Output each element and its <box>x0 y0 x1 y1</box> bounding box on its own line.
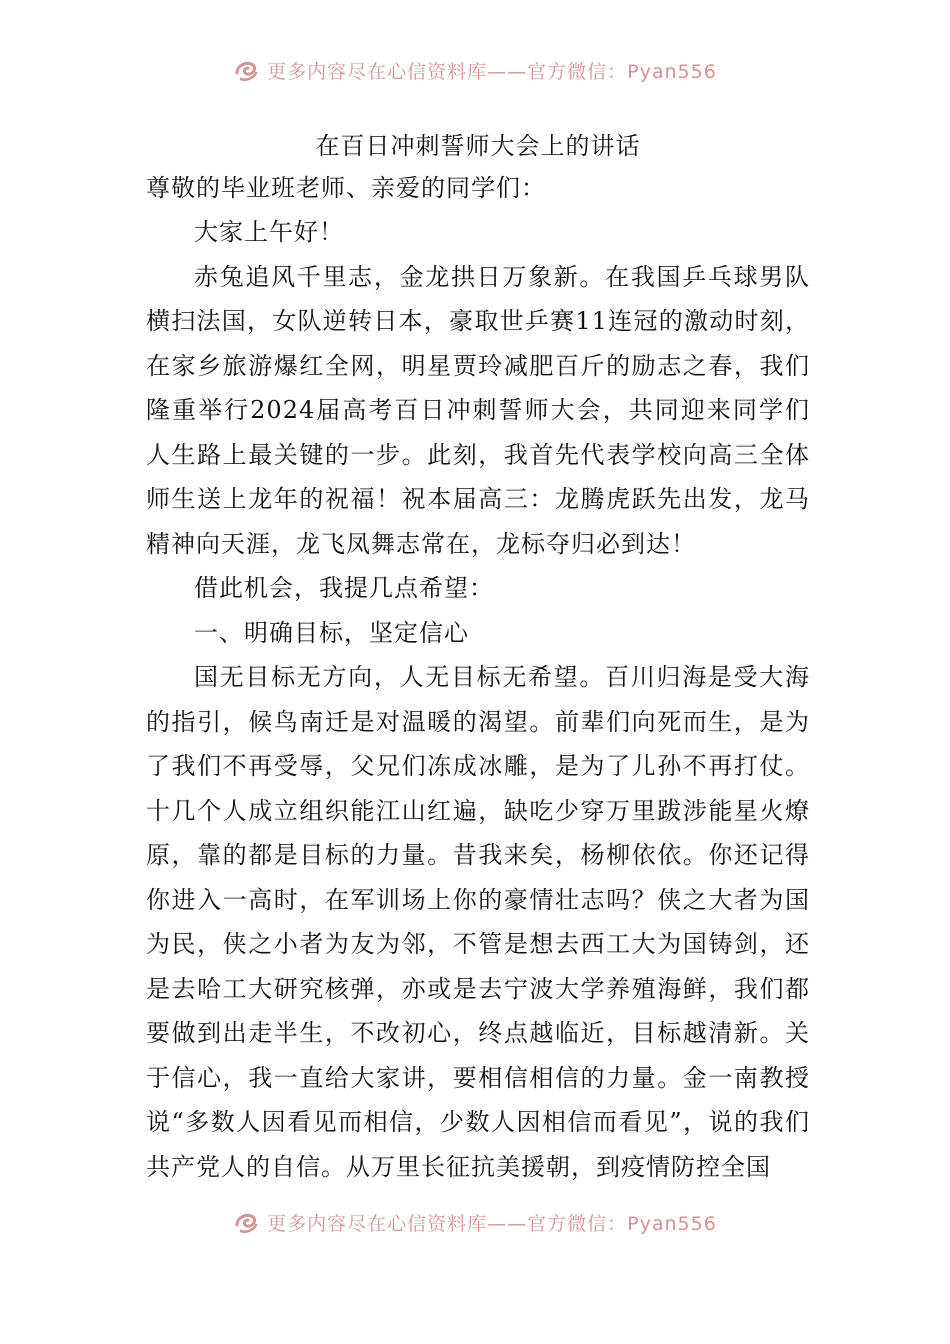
swirl-logo-icon <box>233 1209 259 1235</box>
watermark-header <box>0 52 950 88</box>
watermark-footer <box>0 1204 950 1240</box>
document-page <box>146 126 810 1189</box>
paragraph-opening: 赤兔追风千里志，金龙拱日万象新。在我国乒乓球男队横扫法国，女队逆转日本，豪取世乒赛11连冠的激动时刻，在家乡旅游爆红全网，明星贾玲减肥百斤的励志之春，我们隆重举行2024届高考百日冲刺誓师大会，共同迎来同学们人生路上最关键的一步。此刻，我首先代表学校向高三全体师生送上龙年的祝福！祝本届高三：龙腾虎跃先出发，龙马精神向天涯，龙飞凤舞志常在，龙标夺归必到达！ <box>146 262 810 558</box>
document-title: 在百日冲刺誓师大会上的讲话 <box>315 132 641 160</box>
paragraph-hopes-intro: 借此机会，我提几点希望： <box>194 574 494 602</box>
paragraph-greeting: 大家上午好！ <box>194 218 344 246</box>
paragraph-goals: 国无目标无方向，人无目标无希望。百川归海是受大海的指引，候鸟南迁是对温暖的渴望。前辈们向死而生，是为了我们不再受辱，父兄们冻成冰雕，是为了儿孙不再打仗。十几个人成立组织能江山红遍，缺吃少穿万里跋涉能星火燎原，靠的都是目标的力量。昔我来矣，杨柳依依。你还记得你进入一高时，在军训场上你的豪情壮志吗？侠之大者为国为民，侠之小者为友为邻，不管是想去西工大为国铸剑，还是去哈工大研究核弹，亦或是去宁波大学养殖海鲜，我们都要做到出走半生，不改初心，终点越临近，目标越清新。关于信心，我一直给大家讲，要相信相信的力量。金一南教授说“多数人因看见而相信，少数人因相信而看见”，说的我们共产党人的自信。从万里长征抗美援朝，到疫情防控全国 <box>146 663 810 1181</box>
salutation: 尊敬的毕业班老师、亲爱的同学们： <box>146 174 546 202</box>
watermark-text: 更多内容尽在心信资料库——官方微信：Pyan556 <box>267 60 717 83</box>
swirl-logo-icon <box>233 57 259 83</box>
section-heading-1: 一、明确目标，坚定信心 <box>194 618 469 647</box>
watermark-text: 更多内容尽在心信资料库——官方微信：Pyan556 <box>267 1212 717 1235</box>
